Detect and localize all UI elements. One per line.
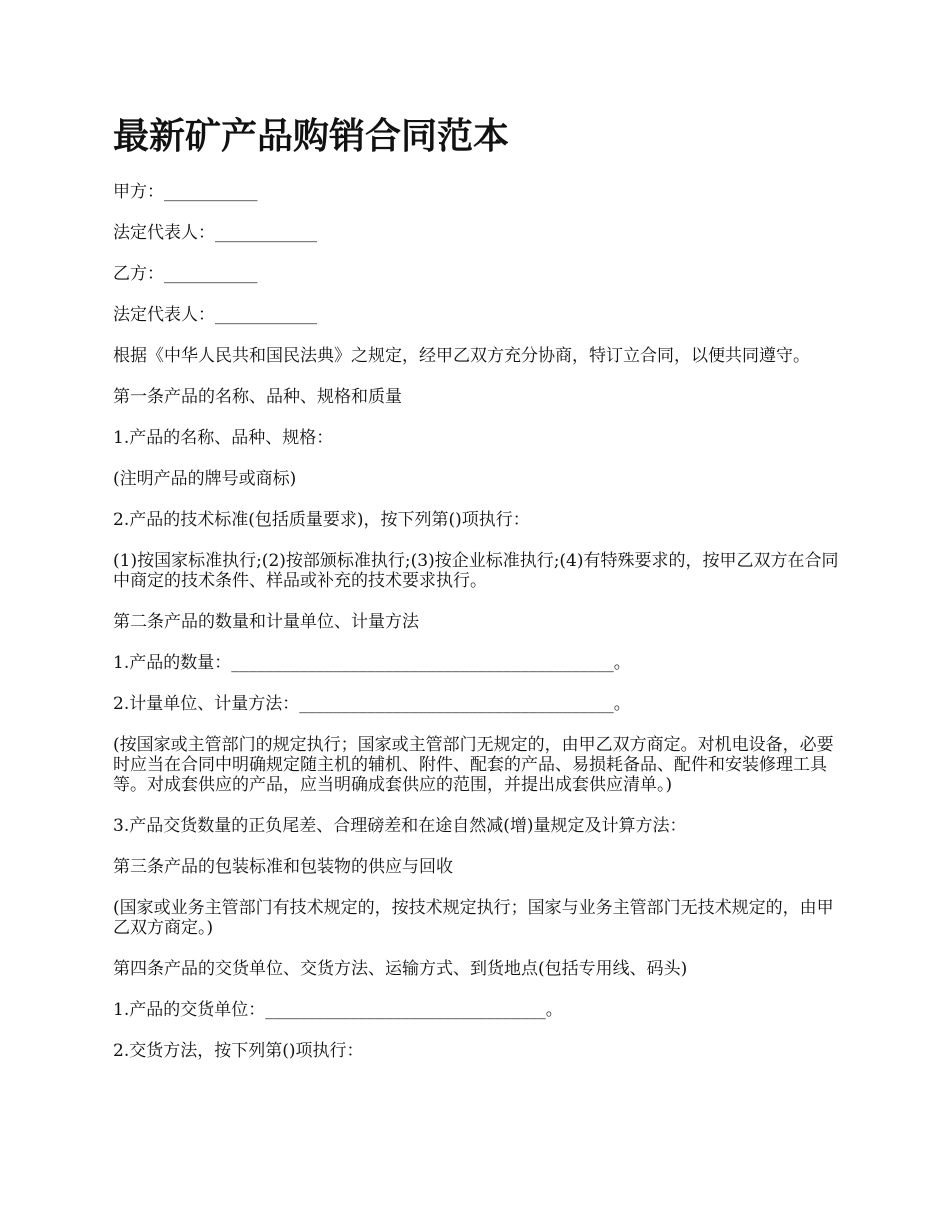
party-a-line: 甲方：___________ (113, 182, 258, 202)
article-2-item-3: 3.产品交货数量的正负尾差、合理磅差和在途自然减(增)量规定及计算方法： (113, 816, 687, 836)
preamble-paragraph: 根据《中华人民共和国民法典》之规定，经甲乙双方充分协商，特订立合同，以便共同遵守。 (113, 346, 810, 366)
article-3-heading: 第三条产品的包装标准和包装物的供应与回收 (113, 857, 453, 877)
party-b-representative-line: 法定代表人：____________ (113, 305, 317, 325)
article-2-item-2: 2.计量单位、计量方法：_____________________________________。 (113, 694, 631, 714)
article-4-heading: 第四条产品的交货单位、交货方法、运输方式、到货地点(包括专用线、码头) (113, 959, 688, 979)
document-page (113, 108, 843, 1082)
party-b-line: 乙方：___________ (113, 264, 258, 284)
article-1-note: (注明产品的牌号或商标) (113, 469, 297, 489)
article-4-item-2: 2.交货方法，按下列第()项执行： (113, 1041, 364, 1061)
article-2-heading: 第二条产品的数量和计量单位、计量方法 (113, 612, 419, 632)
article-2-note: (按国家或主管部门的规定执行；国家或主管部门无规定的，由甲乙双方商定。对机电设备，必要时应当在合同中明确规定随主机的辅机、附件、配套的产品、易损耗备品、配件和安装修理工具等。对成套供应的产品，应当明确成套供应的范围，并提出成套供应清单。) (113, 735, 834, 795)
article-1-heading: 第一条产品的名称、品种、规格和质量 (113, 387, 402, 407)
article-1-standards-list: (1)按国家标准执行;(2)按部颁标准执行;(3)按企业标准执行;(4)有特殊要求的，按甲乙双方在合同中商定的技术条件、样品或补充的技术要求执行。 (113, 551, 839, 591)
article-2-item-1: 1.产品的数量：_____________________________________________。 (113, 653, 631, 673)
document-title: 最新矿产品购销合同范本 (113, 115, 510, 157)
article-3-note: (国家或业务主管部门有技术规定的，按技术规定执行；国家与业务主管部门无技术规定的，由甲乙双方商定。) (113, 898, 834, 938)
article-4-item-1: 1.产品的交货单位：_________________________________。 (113, 1000, 563, 1020)
article-1-item-1: 1.产品的名称、品种、规格： (113, 428, 334, 448)
party-a-representative-line: 法定代表人：____________ (113, 223, 317, 243)
article-1-item-2: 2.产品的技术标准(包括质量要求)，按下列第()项执行： (113, 510, 530, 530)
